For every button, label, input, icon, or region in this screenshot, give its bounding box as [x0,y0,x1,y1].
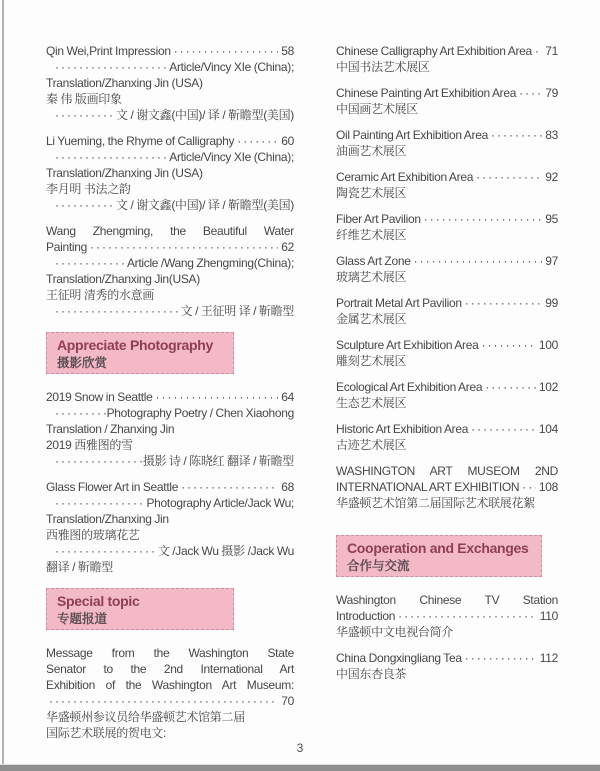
toc-line-with-page [336,211,558,227]
dot-leader [488,127,542,143]
toc-content [46,43,558,751]
toc-line-with-page [46,133,294,149]
entry-text-line: Message from the Washington State [46,646,294,660]
section-header-appreciate-photography [46,332,234,374]
dot-leader [462,295,543,311]
section-title-zh: 专题报道 [57,612,108,626]
dot-leader [411,253,543,269]
page-number: 68 [281,480,294,494]
attribution-text: Article/Vincy XIe (China); [169,150,294,164]
toc-entry [336,211,558,243]
toc-entry [336,43,558,75]
toc-entry [336,169,558,201]
page-number: 108 [538,480,558,494]
dot-leader [52,303,181,319]
toc-entry [336,85,558,117]
entry-text-line: Washington Chinese TV Station [336,593,558,607]
page-number: 104 [538,422,558,436]
toc-line-with-page [336,379,558,395]
section-title-zh: 合作与交流 [347,559,410,573]
page-number: 95 [545,212,558,226]
toc-line-with-page [46,389,294,405]
dot-leader [178,479,278,495]
dot-leader [473,169,542,185]
attribution-line [46,59,294,75]
page-number: 92 [545,170,558,184]
entry-text-line: 翻译 / 靳瞻型 [46,560,114,574]
dot-leader [519,479,536,495]
toc-entry [336,127,558,159]
entry-text-line: 中国东杏良茶 [336,667,407,681]
entry-text-line: 雕刻艺术展区 [336,354,407,368]
entry-text-line: 秦 伟 版画印象 [46,92,122,106]
entry-text-line: 西雅图的玻璃花艺 [46,528,140,542]
entry-title: Fiber Art Pavilion [336,212,421,226]
attribution-line [46,543,294,559]
toc-line-with-page [336,43,558,59]
page-number: 58 [281,44,294,58]
toc-entry [46,43,294,123]
entry-text-line: Senator to the 2nd International Art [46,662,294,676]
dot-leader [532,43,542,59]
attribution-line [46,107,294,123]
entry-text-line: Exhibition of the Washington Art Museum: [46,678,294,692]
dot-leader [52,405,107,421]
section-header-special-topic [46,588,234,630]
entry-text-line: Translation/Zhanxing Jin(USA) [46,272,200,286]
toc-column-left [46,43,294,751]
attribution-line [46,495,294,511]
page-number: 100 [538,338,558,352]
page-edge-bottom [0,764,600,771]
entry-title: Portrait Metal Art Pavilion [336,296,462,310]
page-number: 79 [545,86,558,100]
toc-line-with-page [46,239,294,255]
toc-line-with-page [336,650,558,666]
attribution-line [46,149,294,165]
section-header-cooperation-and-exchanges [336,535,542,577]
entry-text-line: 国际艺术联展的贺电文: [46,726,167,740]
toc-line-with-page [336,421,558,437]
toc-entry [336,592,558,640]
entry-title: China Dongxingliang Tea [336,651,462,665]
toc-line-with-page [336,608,558,624]
toc-entry [46,645,294,741]
toc-entry [46,479,294,575]
toc-line-with-page [336,169,558,185]
dot-leader [234,133,278,149]
entry-title: 2019 Snow in Seattle [46,390,153,404]
dot-leader [153,389,279,405]
entry-text-line: Translation/Zhanxing Jin (USA) [46,166,203,180]
dot-leader [462,650,537,666]
entry-text-line: Translation/Zhanxing Jin (USA) [46,76,203,90]
dot-leader [482,379,536,395]
entry-title: Ecological Art Exhibition Area [336,380,483,394]
page-number: 70 [281,694,294,708]
toc-line-with-page [336,253,558,269]
attribution-text: 文 /Jack Wu 摄影 /Jack Wu [157,544,294,558]
dot-leader [468,421,536,437]
entry-text-line: Translation / Zhanxing Jin [46,422,175,436]
dot-leader [516,85,542,101]
entry-text-line: 2019 西雅图的雪 [46,438,133,452]
entry-title: Qin Wei,Print Impression [46,44,171,58]
toc-column-right [336,43,558,751]
toc-entry [336,463,558,511]
page-number: 64 [281,390,294,404]
dot-leader [52,197,116,213]
page-number: 71 [545,44,558,58]
toc-entry [336,253,558,285]
attribution-line [46,405,294,421]
entry-text-line: 陶瓷艺术展区 [336,186,407,200]
attribution-text: 文 / 谢文鑫(中国)/ 译 / 靳瞻型(美国) [116,108,294,122]
toc-entry [46,389,294,469]
entry-title: Glass Flower Art in Seattle [46,480,179,494]
toc-entry [336,379,558,411]
entry-text-line: 华盛顿中文电视台简介 [336,625,454,639]
attribution-line [46,303,294,319]
section-title-en: Appreciate Photography [57,337,213,353]
attribution-text: 摄影 诗 / 陈晓红 翻译 / 靳瞻型 [142,454,294,468]
dot-leader [52,453,143,469]
entry-title: Introduction [336,609,396,623]
entry-title: Painting [46,240,87,254]
entry-title: Historic Art Exhibition Area [336,422,469,436]
page-number: 99 [545,296,558,310]
toc-entry [336,421,558,453]
entry-text-line: 中国书法艺术展区 [336,60,430,74]
page-number: 60 [281,134,294,148]
dot-leader [479,337,536,353]
page-number: 102 [538,380,558,394]
toc-line-with-page [336,85,558,101]
dot-leader [52,107,116,123]
section-title-zh: 摄影欣赏 [57,356,108,370]
dot-leader [52,255,127,271]
page-number: 110 [539,609,558,623]
page-number: 97 [545,254,558,268]
dot-leader [52,59,169,75]
entry-title: Chinese Calligraphy Art Exhibition Area [336,44,532,58]
attribution-line [46,197,294,213]
section-title-en: Special topic [57,593,140,609]
page-number: 83 [545,128,558,142]
entry-text-line: 玻璃艺术展区 [336,270,407,284]
dot-leader [87,239,278,255]
toc-entry [46,133,294,213]
entry-text-line: 生态艺术展区 [336,396,407,410]
entry-text-line: 华盛顿艺术馆第二届国际艺术联展花絮 [336,496,535,510]
attribution-text: Photography Poetry / Chen Xiaohong [106,406,294,420]
dot-leader [52,543,158,559]
toc-line-with-page [336,295,558,311]
attribution-text: 文 / 谢文鑫(中国)/ 译 / 靳瞻型(美国) [116,198,294,212]
attribution-text: 文 / 王征明 译 / 靳瞻型 [180,304,294,318]
toc-entry [336,337,558,369]
toc-entry [336,650,558,682]
dot-leader [421,211,543,227]
entry-text-line: 华盛顿州参议员给华盛顿艺术馆第二届 [46,710,245,724]
entry-title: Ceramic Art Exhibition Area [336,170,474,184]
entry-title: Oil Painting Art Exhibition Area [336,128,488,142]
attribution-text: Article/Vincy XIe (China); [169,60,294,74]
page-number: 62 [281,240,294,254]
entry-text-line: WASHINGTON ART MUSEOM 2ND [336,464,558,478]
attribution-line [46,255,294,271]
toc-entry [46,223,294,319]
entry-title: Sculpture Art Exhibition Area [336,338,479,352]
toc-line-with-page [46,479,294,495]
entry-text-line: 油画艺术展区 [336,144,407,158]
entry-title: Chinese Painting Art Exhibition Area [336,86,517,100]
page-number: 112 [539,651,558,665]
attribution-line [46,453,294,469]
dot-leader [52,149,169,165]
attribution-text: Article /Wang Zhengming(China); [126,256,294,270]
entry-text-line: 王征明 清秀的水意画 [46,288,155,302]
section-title-en: Cooperation and Exchanges [347,540,529,556]
toc-line-with-page [46,43,294,59]
toc-line-with-page [336,337,558,353]
toc-line-with-page [336,127,558,143]
entry-text-line: 李月明 书法之韵 [46,182,131,196]
dot-leader [171,43,279,59]
entry-text-line: 古迹艺术展区 [336,438,407,452]
page-number-footer: 3 [296,741,304,755]
entry-title: Glass Art Zone [336,254,411,268]
entry-text-line: 纤维艺术展区 [336,228,407,242]
dot-leader [46,693,278,709]
entry-text-line: Wang Zhengming, the Beautiful Water [46,224,294,238]
toc-line-with-page [336,479,558,495]
entry-text-line: 金属艺术展区 [336,312,407,326]
attribution-text: Photography Article/Jack Wu; [146,496,294,510]
entry-text-line: 中国画艺术展区 [336,102,418,116]
entry-title: Li Yueming, the Rhyme of Calligraphy [46,134,235,148]
entry-text-line: Translation/Zhanxing Jin [46,512,169,526]
page-edge-left [2,0,4,765]
dot-leader [395,608,537,624]
dot-leader [52,495,146,511]
entry-title: INTERNATIONAL ART EXHIBITION [336,480,520,494]
dot-leader-line [46,693,294,709]
toc-entry [336,295,558,327]
